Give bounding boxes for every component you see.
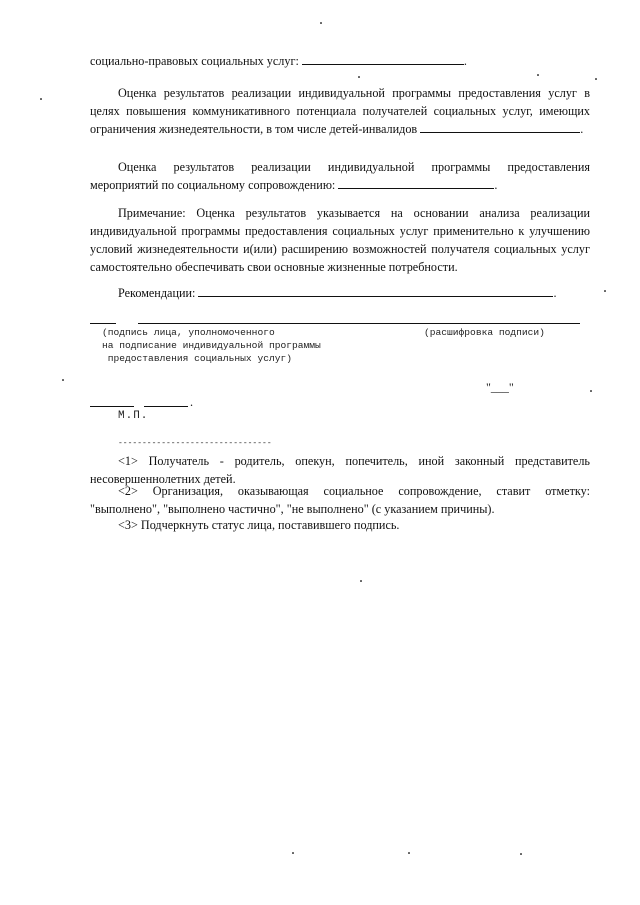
social-legal-line: социально-правовых социальных услуг: . — [90, 54, 467, 68]
footnote-3-text: <3> Подчеркнуть статус лица, поставившего подпись. — [118, 518, 400, 532]
footnote-2-text: <2> Организация, оказывающая социальное сопровождение, ставит отметку: "выполнено", "выполнено частично", "не выполнено" (с указанием причины). — [90, 484, 590, 516]
scan-speck — [358, 76, 360, 78]
blank-underline — [198, 285, 553, 297]
support-paragraph: Оценка результатов реализации индивидуальной программы предоставления мероприятий по социальному сопровождению: . — [90, 160, 590, 192]
scan-speck — [604, 290, 606, 292]
recommendations-line: Рекомендации: . — [118, 286, 557, 300]
date-line-2 — [144, 406, 188, 407]
footnote-1-text: <1> Получатель - родитель, опекун, попечитель, иной законный представитель несовершеннолетних детей. — [90, 454, 590, 486]
signature-caption-right: (расшифровка подписи) — [424, 327, 545, 338]
footnote-separator: -------------------------------- — [118, 439, 272, 448]
signature-line — [138, 323, 580, 324]
scan-speck — [360, 580, 362, 582]
support-text: Оценка результатов реализации индивидуальной программы предоставления мероприятий по социальному сопровождению: — [90, 160, 590, 192]
signature-line-short — [90, 323, 116, 324]
blank-underline — [338, 177, 494, 189]
note-paragraph — [90, 204, 590, 276]
social-legal-label: социально-правовых социальных услуг: — [90, 54, 299, 68]
date-dot: . — [190, 395, 194, 409]
scan-speck — [595, 78, 597, 80]
footnote-2 — [90, 482, 590, 518]
footnote-3 — [90, 516, 590, 534]
scan-speck — [40, 98, 42, 100]
blank-underline — [302, 53, 464, 65]
seal-label: М.П. — [118, 410, 149, 422]
date-day: "___" — [486, 380, 514, 394]
scan-speck — [590, 390, 592, 392]
date-line-1 — [90, 406, 134, 407]
scan-speck — [408, 852, 410, 854]
scan-speck — [520, 853, 522, 855]
signature-caption-left: (подпись лица, уполномоченного на подписание индивидуальной программы предоставления социальных услуг) — [102, 327, 321, 364]
communication-paragraph: Оценка результатов реализации индивидуальной программы предоставления услуг в целях повышения коммуникативного потенциала получателей социальных услуг, имеющих ограничения жизнедеятельности, в том числе детей-инвалидов . — [90, 86, 590, 136]
recommendations-label: Рекомендации: — [118, 286, 196, 300]
scan-speck — [320, 22, 322, 24]
note-text: Примечание: Оценка результатов указывается на основании анализа реализации индивидуальной программы предоставления социальных услуг применительно к улучшению условий жизнедеятельности и(или) расширению возможностей получателя социальных услуг самостоятельно обеспечивать свои основные жизненные потребности. — [90, 206, 590, 274]
blank-underline — [420, 121, 580, 133]
communication-text: Оценка результатов реализации индивидуальной программы предоставления услуг в целях повышения коммуникативного потенциала получателей социальных услуг, имеющих ограничения жизнедеятельности, в том числе детей-инвалидов — [90, 86, 590, 136]
scan-speck — [62, 379, 64, 381]
scan-speck — [537, 74, 539, 76]
scan-speck — [292, 852, 294, 854]
